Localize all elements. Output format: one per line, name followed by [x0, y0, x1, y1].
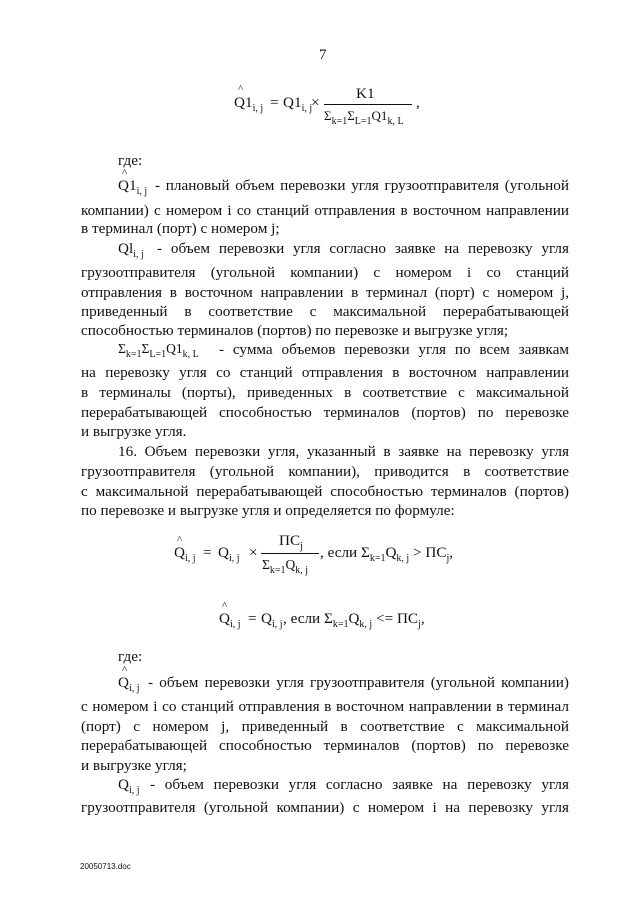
- formula-1-hat: ^: [238, 83, 244, 95]
- def4-line-1: - объем перевозки угля грузоотправителя (угольной компании): [148, 674, 569, 691]
- def3-line-2: на перевозку угля со станций отправления в восточном направлении: [81, 364, 569, 381]
- def1-symbol: $Q1_{i, j}$: [118, 177, 148, 197]
- para16-line-1: 16. Объем перевозки угля, указанный в заявке на перевозку угля: [118, 443, 569, 460]
- def1-line-3: в терминал (порт) с номером j;: [81, 220, 280, 237]
- formula-2-denominator: $\Sigma_{k=1}Q_{k, j}$: [262, 557, 309, 576]
- formula-2-eq: =: [203, 544, 212, 561]
- para16-line-2: грузоотправителя (угольной компании), приводится в соответствие: [81, 463, 569, 480]
- def5-line-1: - объем перевозки угля согласно заявке на перевозку угля: [150, 776, 569, 793]
- def1-line-1: - плановый объем перевозки угля грузоотправителя (угольной: [155, 177, 569, 194]
- para16-line-3: с максимальной перерабатывающей способностью терминалов (портов): [81, 483, 569, 500]
- def3-symbol: $\Sigma_{k=1}\Sigma_{L=1}Q1_{k, L}$: [118, 341, 199, 360]
- def4-line-5: и выгрузке угля;: [81, 757, 187, 774]
- formula-1-lhs: $Q1_{i, j}$: [234, 94, 264, 114]
- formula-2-hat: ^: [177, 534, 183, 546]
- para16-line-4: по перевозке и выгрузке угля и определяется по формуле:: [81, 502, 455, 519]
- formula-3-lhs: $Q_{i, j}$: [219, 610, 241, 630]
- def1-hat: ^: [122, 167, 128, 179]
- def2-line-2: грузоотправителя (угольной компании) с номером i со станций: [81, 264, 569, 281]
- formula-3-hat: ^: [222, 600, 228, 612]
- formula-3-rhs: $Q_{i, j}$: [261, 610, 283, 630]
- def4-line-3: (порт) с номером j, приведенный в соответствие с максимальной: [81, 718, 569, 735]
- def2-line-3: отправления в восточном направлении в терминал (порт) с номером j,: [81, 284, 569, 301]
- page-number: 7: [319, 47, 327, 63]
- formula-2-fraction-bar: [261, 553, 319, 554]
- formula-2-rhs: $Q_{i, j}$: [218, 544, 240, 564]
- formula-3-condition: , если $\Sigma_{k=1}Q_{k, j} <= ПС_j$,: [283, 610, 425, 630]
- def2-line-5: способностью терминалов (портов) по перевозке и выгрузке угля;: [81, 322, 509, 339]
- where-label-1: где:: [118, 152, 143, 169]
- def5-line-2: грузоотправителя (угольной компании) с номером i на перевозку угля: [81, 799, 569, 816]
- def1-line-2: компании) с номером i со станций отправления в восточном направлении: [81, 202, 569, 219]
- def2-line-4: приведенный в соответствие с максимальной перерабатывающей: [81, 303, 569, 320]
- def2-symbol: $Ql_{i, j}$: [118, 240, 144, 260]
- def5-symbol: $Q_{i, j}$: [118, 776, 140, 796]
- formula-2-numerator: $ПС_j$: [279, 532, 303, 552]
- def4-hat: ^: [122, 664, 128, 676]
- def3-line-4: перерабатывающей способностью терминалов (портов) по перевозке: [81, 404, 569, 421]
- def2-line-1: - объем перевозки угля согласно заявке на перевозку угля: [157, 240, 569, 257]
- def4-line-2: с номером i со станций отправления в восточном направлении в терминал: [81, 698, 569, 715]
- formula-1-tail: ,: [416, 94, 420, 111]
- formula-2-times: ×: [249, 544, 258, 561]
- footer-filename: 20050713.doc: [80, 862, 131, 871]
- formula-2-lhs: $Q_{i, j}$: [174, 544, 196, 564]
- formula-1-numerator: K1: [356, 85, 375, 102]
- def4-symbol: $Q_{i, j}$: [118, 674, 140, 694]
- formula-1-rhs: $Q1_{i, j}$: [283, 94, 313, 114]
- def3-line-3: в терминалы (порты), приведенных в соответствие с максимальной: [81, 384, 569, 401]
- formula-3-eq: =: [248, 610, 257, 627]
- formula-2-condition: , если $\Sigma_{k=1}Q_{k, j} > ПС_j$,: [320, 544, 454, 564]
- def4-line-4: перерабатывающей способностью терминалов (портов) по перевозке: [81, 737, 569, 754]
- def3-line-1: - сумма объемов перевозки угля по всем заявкам: [219, 341, 569, 358]
- formula-1-fraction-bar: [324, 104, 412, 105]
- formula-1-eq: =: [270, 94, 279, 111]
- def3-line-5: и выгрузке угля.: [81, 423, 187, 440]
- formula-1-times: ×: [311, 94, 320, 111]
- formula-1-denominator: $\Sigma_{k=1}\Sigma_{L=1}Q1_{k, L}$: [324, 108, 404, 127]
- where-label-2: где:: [118, 648, 143, 665]
